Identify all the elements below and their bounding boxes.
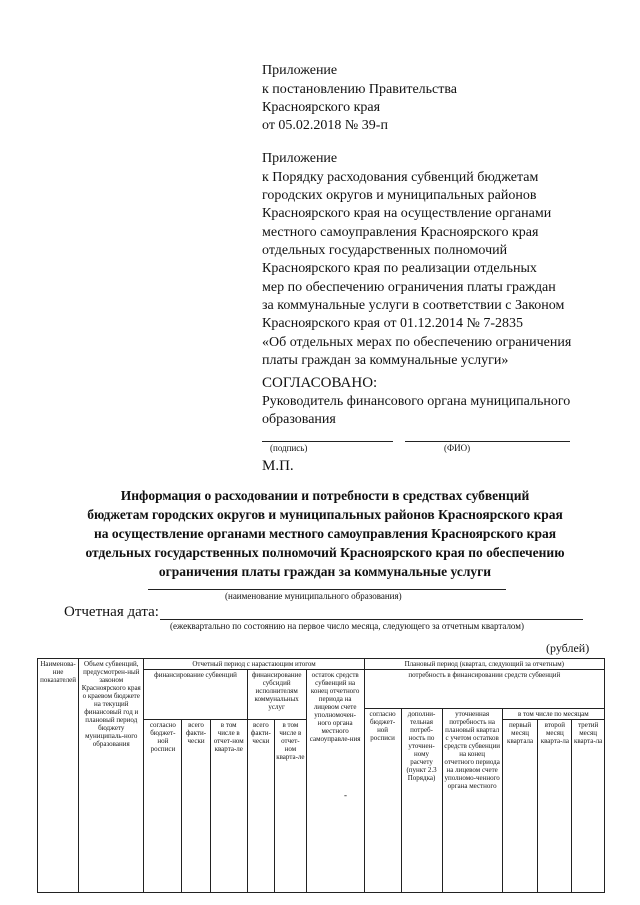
municipality-caption: (наименование муниципального образования) <box>225 591 402 601</box>
financing-exec-header: финансирование субсидий исполнителям коммунальных услуг <box>247 670 306 720</box>
data-table <box>37 658 605 893</box>
appendix2-line: местного самоуправления Красноярского края <box>262 225 539 240</box>
month1-header: первый месяц квартала <box>502 720 538 893</box>
col-name-header: Наименова-ние показателей <box>38 659 79 893</box>
agreed-plan-header: согласно бюджет-ной росписи <box>364 709 401 893</box>
month2-header: второй месяц кварта-ла <box>538 720 572 893</box>
agreed-header: согласно бюджет-ной росписи <box>144 720 182 893</box>
approval-line: образования <box>262 412 336 427</box>
doc-title-line: бюджетам городских округов и муниципальных районов Красноярского края <box>87 507 563 522</box>
refined-need-header: уточненная потребность на плановый квартал с учетом остатков средств субвенции на конец отчетного периода на лицевом счете уполномо-ченного органа местного <box>442 709 502 893</box>
incl-quarter2-header: в том числе в отчет-ном кварта-ле <box>275 720 307 893</box>
appendix-line: от 05.02.2018 № 39-п <box>262 118 388 133</box>
signature-line <box>262 441 393 442</box>
incl-quarter-header: в том числе в отчет-ном кварта-ле <box>210 720 247 893</box>
financing-header: финансирование субвенций <box>144 670 247 720</box>
by-months-header: в том числе по месяцам <box>502 709 604 720</box>
planned-period-header: Плановый период (квартал, следующий за отчетным) <box>364 659 604 670</box>
appendix2-line: Приложение <box>262 151 338 166</box>
fio-caption: (ФИО) <box>444 443 471 453</box>
doc-title-line: отдельных государственных полномочий Красноярского края по обеспечению <box>85 545 565 560</box>
report-period-header: Отчетный период с нарастающим итогом <box>144 659 364 670</box>
report-date-line <box>160 619 583 620</box>
fio-line <box>405 441 570 442</box>
appendix2-line: городских округов и муниципальных районов <box>262 188 537 203</box>
doc-title-line: на осуществление органами местного самоуправления Красноярского края <box>93 526 557 541</box>
doc-title-line: Информация о расходовании и потребности в средствах субвенций <box>120 488 530 503</box>
dash-mark: - <box>344 790 347 800</box>
units-label: (рублей) <box>546 641 590 655</box>
appendix2-line: за коммунальные услуги в соответствии с Законом <box>262 298 565 313</box>
appendix2-line: отдельных государственных полномочий <box>262 243 508 258</box>
report-date-label: Отчетная дата: <box>64 604 159 620</box>
approval-line: Руководитель финансового органа муниципального <box>262 394 571 409</box>
appendix2-line: платы граждан за коммунальные услуги» <box>262 353 509 368</box>
month3-header: третий месяц кварта-ла <box>572 720 605 893</box>
appendix2-line: Красноярского края на осуществление органами <box>262 206 552 221</box>
appendix-line: к постановлению Правительства <box>262 82 458 97</box>
appendix2-line: Красноярского края по реализации отдельных <box>262 261 537 276</box>
appendix2-line: к Порядку расходования субвенций бюджетам <box>262 170 539 185</box>
total-fact2-header: всего факти-чески <box>247 720 274 893</box>
additional-need-header: дополни-тельная потреб-ность по уточнен-ному расчету (пункт 2.3 Порядка) <box>401 709 442 893</box>
doc-title-line: ограничения платы граждан за коммунальные услуги <box>158 564 492 579</box>
appendix2-line: мер по обеспечению ограничения платы граждан <box>262 280 556 295</box>
appendix2-line: Красноярского края от 01.12.2014 № 7-2835 <box>262 316 524 331</box>
appendix-line: Красноярского края <box>262 100 381 115</box>
signature-caption: (подпись) <box>270 443 308 453</box>
municipality-line <box>148 589 506 590</box>
appendix-line: Приложение <box>262 63 338 78</box>
need-header: потребность в финансировании средств субвенций <box>364 670 604 709</box>
col-volume-header: Объем субвенций, предусмотрен-ный законом Красноярского края о краевом бюджете на текущий финансовый год и плановый период бюджету муниципаль-ного образования <box>79 659 144 893</box>
report-date-note: (ежеквартально по состоянию на первое число месяца, следующего за отчетным кварталом) <box>170 621 524 631</box>
total-fact-header: всего факти-чески <box>182 720 210 893</box>
stamp-label: М.П. <box>262 458 294 474</box>
appendix2-line: «Об отдельных мерах по обеспечению ограничения <box>262 335 572 350</box>
approval-heading: СОГЛАСОВАНО: <box>262 375 378 391</box>
balance-header: остаток средств субвенций на конец отчетного периода на лицевом счете уполномочен-ного органа местного самоуправле-ния <box>306 670 364 893</box>
